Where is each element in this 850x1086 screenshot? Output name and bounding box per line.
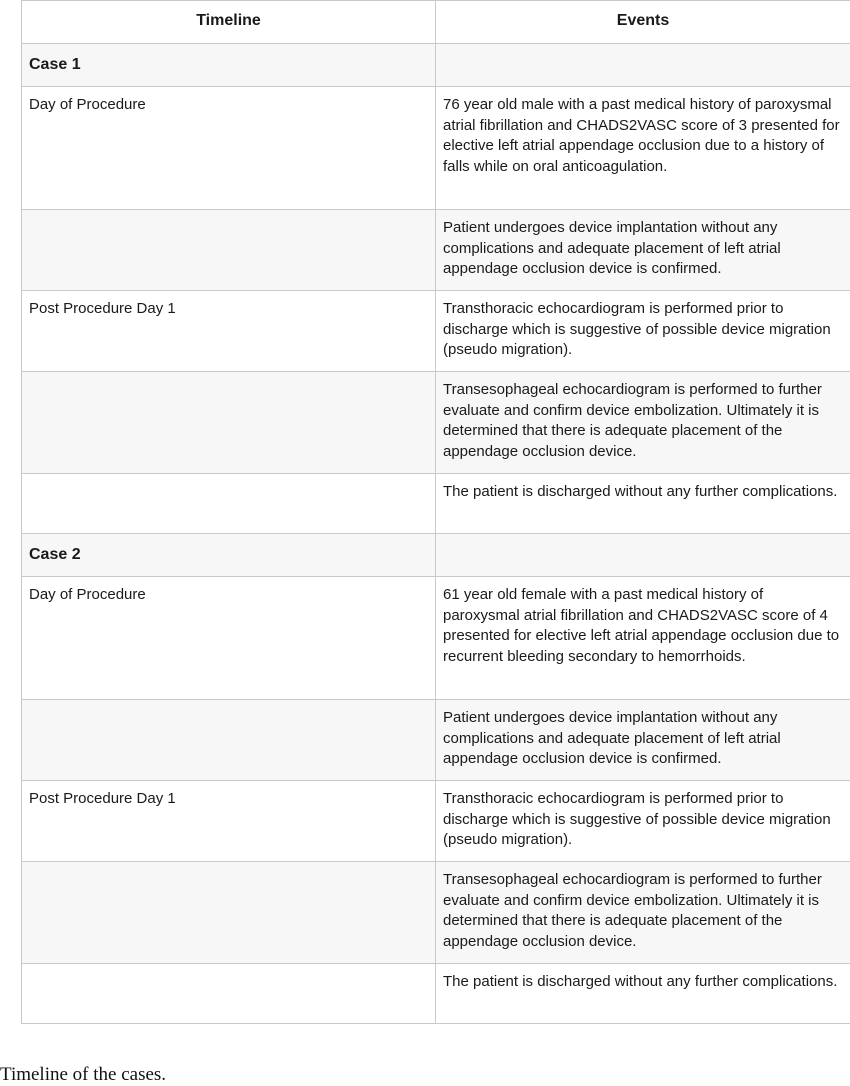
- table-row-case-1: [22, 44, 850, 87]
- events-cell: 76 year old male with a past medical history of paroxysmal atrial fibrillation and CHADS2VASC score of 3 presented for elective left atrial appendage occlusion due to a history of falls while on oral anticoagulation.: [436, 87, 850, 210]
- events-cell: The patient is discharged without any further complications.: [436, 474, 850, 534]
- table-row: [22, 474, 850, 534]
- events-cell: Transthoracic echocardiogram is performed prior to discharge which is suggestive of possible device migration (pseudo migration).: [436, 291, 850, 372]
- timeline-cell: [22, 474, 436, 534]
- table-row: [22, 964, 850, 1024]
- table-row: [22, 210, 850, 291]
- header-timeline: Timeline: [22, 1, 436, 44]
- header-events: Events: [436, 1, 850, 44]
- events-cell: [436, 44, 850, 87]
- timeline-cell: Day of Procedure: [22, 577, 436, 700]
- timeline-cell: [22, 372, 436, 474]
- table-header-row: [22, 1, 850, 44]
- timeline-table: [21, 0, 850, 1024]
- events-cell: Transthoracic echocardiogram is performed prior to discharge which is suggestive of possible device migration (pseudo migration).: [436, 781, 850, 862]
- timeline-cell: Day of Procedure: [22, 87, 436, 210]
- table-row: [22, 372, 850, 474]
- events-cell: Transesophageal echocardiogram is performed to further evaluate and confirm device embolization. Ultimately it is determined that there is adequate placement of the appendage occlusion device.: [436, 862, 850, 964]
- table-caption: Timeline of the cases.: [0, 1064, 166, 1086]
- table-row: [22, 577, 850, 700]
- table-row: [22, 700, 850, 781]
- table-row-case-2: [22, 534, 850, 577]
- timeline-cell: Post Procedure Day 1: [22, 291, 436, 372]
- events-cell: Patient undergoes device implantation without any complications and adequate placement of left atrial appendage occlusion device is confirmed.: [436, 700, 850, 781]
- timeline-cell: Post Procedure Day 1: [22, 781, 436, 862]
- events-cell: Patient undergoes device implantation without any complications and adequate placement of left atrial appendage occlusion device is confirmed.: [436, 210, 850, 291]
- timeline-cell: [22, 862, 436, 964]
- timeline-cell: Case 2: [22, 534, 436, 577]
- events-cell: [436, 534, 850, 577]
- table-row: [22, 87, 850, 210]
- events-cell: The patient is discharged without any further complications.: [436, 964, 850, 1024]
- table-row: [22, 781, 850, 862]
- table-row: [22, 291, 850, 372]
- table-row: [22, 862, 850, 964]
- timeline-cell: [22, 964, 436, 1024]
- events-cell: Transesophageal echocardiogram is performed to further evaluate and confirm device embolization. Ultimately it is determined that there is adequate placement of the appendage occlusion device.: [436, 372, 850, 474]
- timeline-cell: [22, 700, 436, 781]
- timeline-cell: [22, 210, 436, 291]
- events-cell: 61 year old female with a past medical history of paroxysmal atrial fibrillation and CHADS2VASC score of 4 presented for elective left atrial appendage occlusion due to recurrent bleeding secondary to hemorrhoids.: [436, 577, 850, 700]
- timeline-cell: Case 1: [22, 44, 436, 87]
